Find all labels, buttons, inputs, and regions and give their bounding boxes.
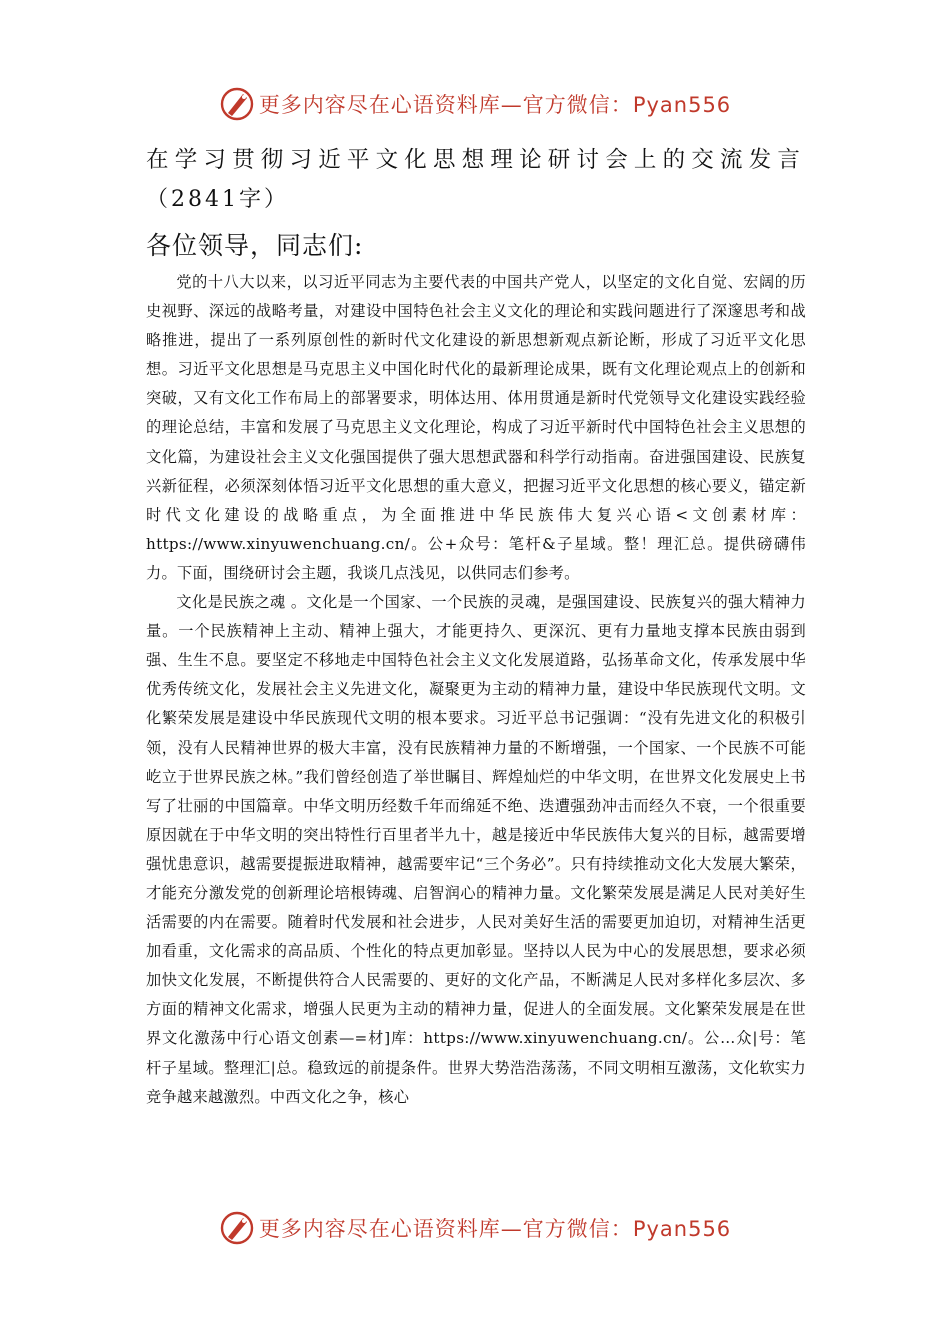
pen-nib-icon [219,1210,255,1246]
banner-text [259,89,731,119]
document-body [146,268,806,1112]
banner-label: 更多内容尽在心语资料库—官方微信： [258,1217,633,1241]
word-count: （2841字） [146,187,289,212]
banner-label: 更多内容尽在心语资料库—官方微信： [258,93,633,117]
header-banner [0,84,950,124]
footer-banner [0,1208,950,1248]
pen-nib-icon [219,86,255,122]
document-title: 在学习贯彻习近平文化思想理论研讨会上的交流发言 [146,147,807,173]
banner-wechat: Pyan556 [632,1217,732,1241]
paragraph-1: 党的十八大以来，以习近平同志为主要代表的中国共产党人，以坚定的文化自觉、宏阔的历史视野、深远的战略考量，对建设中国特色社会主义文化的理论和实践问题进行了深邃思考和战略推进，提出了一系列原创性的新时代文化建设的新思想新观点新论断，形成了习近平文化思想。习近平文化思想是马克思主义中国化时代化的最新理论成果，既有文化理论观点上的创新和突破，又有文化工作布局上的部署要求，明体达用、体用贯通是新时代党领导文化建设实践经验的理论总结，丰富和发展了马克思主义文化理论，构成了习近平新时代中国特色社会主义思想的文化篇，为建设社会主义文化强国提供了强大思想武器和科学行动指南。奋进强国建设、民族复兴新征程，必须深刻体悟习近平文化思想的重大意义，把握习近平文化思想的核心要义，锚定新时代文化建设的战略重点，为全面推进中华民族伟大复兴心语<文创素材库：https://www.xinyuwenchuang.cn/。公+众号：笔杆&子星域。整！理汇总。提供磅礴伟力。下面，围绕研讨会主题，我谈几点浅见，以供同志们参考。 [146,273,806,582]
banner-text [259,1213,731,1243]
banner-wechat: Pyan556 [632,93,732,117]
greeting: 各位领导，同志们: [146,231,364,260]
paragraph-2: 文化是民族之魂 。文化是一个国家、一个民族的灵魂，是强国建设、民族复兴的强大精神力量。一个民族精神上主动、精神上强大，才能更持久、更深沉、更有力量地支撑本民族由弱到强、生生不息。要坚定不移地走中国特色社会主义文化发展道路，弘扬革命文化，传承发展中华优秀传统文化，发展社会主义先进文化，凝聚更为主动的精神力量，建设中华民族现代文明。文化繁荣发展是建设中华民族现代文明的根本要求。习近平总书记强调：“没有先进文化的积极引领，没有人民精神世界的极大丰富，没有民族精神力量的不断增强，一个国家、一个民族不可能屹立于世界民族之林。”我们曾经创造了举世瞩目、辉煌灿烂的中华文明，在世界文化发展史上书写了壮丽的中国篇章。中华文明历经数千年而绵延不绝、迭遭强劲冲击而经久不衰，一个很重要原因就在于中华文明的突出特性行百里者半九十，越是接近中华民族伟大复兴的目标，越需要增强忧患意识，越需要提振进取精神，越需要牢记“三个务必”。只有持续推动文化大发展大繁荣，才能充分激发党的创新理论培根铸魂、启智润心的精神力量。文化繁荣发展是满足人民对美好生活需要的内在需要。随着时代发展和社会进步，人民对美好生活的需要更加迫切，对精神生活更加看重，文化需求的高品质、个性化的特点更加彰显。坚持以人民为中心的发展思想，要求必须加快文化发展，不断提供符合人民需要的、更好的文化产品，不断满足人民对多样化多层次、多方面的精神文化需求，增强人民更为主动的精神力量，促进人的全面发展。文化繁荣发展是在世界文化激荡中行心语文创素—=材]库：https://www.xinyuwenchuang.cn/。公…众|号：笔杆子星域。整理汇|总。稳致远的前提条件。世界大势浩浩荡荡，不同文明相互激荡，文化软实力竞争越来越激烈。中西文化之争，核心 [146,593,806,1106]
